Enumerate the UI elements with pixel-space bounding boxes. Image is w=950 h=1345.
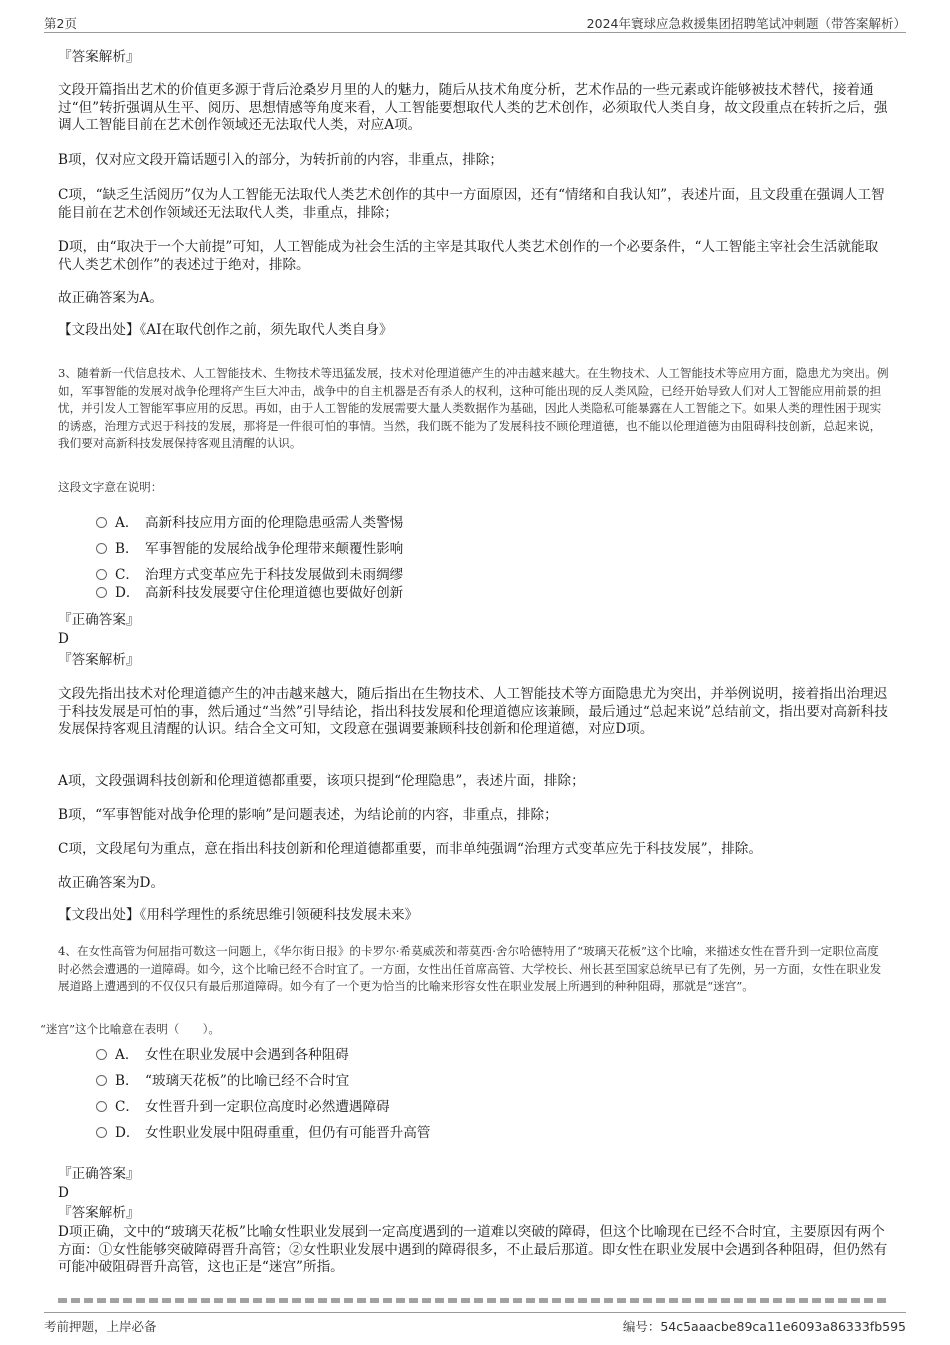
page-header — [44, 12, 906, 33]
q2-analysis-label: 『答案解析』 — [58, 49, 140, 65]
q4-option-a[interactable]: A． 女性在职业发展中会遇到各种阻碍 — [96, 1046, 349, 1064]
q2-option-b-analysis: B项，仅对应文段开篇话题引入的部分，为转折前的内容，非重点，排除； — [58, 152, 503, 168]
q3-option-c[interactable]: C． 治理方式变革应先于科技发展做到未雨绸缪 — [96, 566, 403, 584]
q3-analysis-label: 『答案解析』 — [58, 652, 140, 668]
q2-conclusion: 故正确答案为A。 — [58, 290, 163, 306]
radio-icon[interactable] — [96, 1075, 107, 1086]
q2-option-d-analysis: D项，由“取决于一个大前提”可知，人工智能成为社会生活的主宰是其取代人类艺术创作的一个必要条件，“人工智能主宰社会生活就能取代人类艺术创作”的表述过于绝对，排除。 — [58, 239, 879, 273]
q3-option-b-analysis: B项，“军事智能对战争伦理的影响”是问题表述，为结论前的内容，非重点，排除； — [58, 807, 558, 823]
q3-conclusion: 故正确答案为D。 — [58, 875, 165, 891]
radio-icon[interactable] — [96, 1049, 107, 1060]
q3-option-b[interactable]: B． 军事智能的发展给战争伦理带来颠覆性影响 — [96, 540, 403, 558]
q4-answer: D — [58, 1185, 69, 1201]
q3-stem: 3、随着新一代信息技术、人工智能技术、生物技术等迅猛发展，技术对伦理道德产生的冲击越来越大。在生物技术、人工智能技术等应用方面，隐患尤为突出。例如，军事智能的发展对战争伦理将产生巨大冲击，战争中的自主机器是否有杀人的权利，这种可能出现的反人类风险，已经开始导致人们对人工智能应用前景的担忧，并引发人工智能军事应用的反思。再如，由于人工智能的发展需要大量人类数据作为基础，因此人类隐私可能暴露在人工智能之下。如果人类的理性困于现实的诱惑，治理方式迟于科技的发展，那将是一件很可怕的事情。当然，我们既不能为了发展科技不顾伦理道德，也不能以伦理道德为由阻碍科技创新，总起来说，我们要对高新科技发展保持客观且清醒的认识。 — [58, 366, 889, 450]
q4-analysis-label: 『答案解析』 — [58, 1205, 140, 1221]
footer-slogan: 考前押题，上岸必备 — [44, 1319, 157, 1334]
document-id: 编号：54c5aaacbe89ca11e6093a86333fb595 — [622, 1319, 906, 1334]
radio-icon[interactable] — [96, 517, 107, 528]
radio-icon[interactable] — [96, 543, 107, 554]
q4-option-b[interactable]: B． “玻璃天花板”的比喻已经不合时宜 — [96, 1072, 349, 1090]
q3-question: 这段文字意在说明： — [58, 480, 163, 494]
document-title: 2024年寰球应急救援集团招聘笔试冲刺题（带答案解析） — [586, 16, 906, 31]
q4-answer-label: 『正确答案』 — [58, 1166, 140, 1182]
q3-option-a-analysis: A项，文段强调科技创新和伦理道德都重要，该项只提到“伦理隐患”，表述片面，排除； — [58, 773, 585, 789]
q4-option-d[interactable]: D． 女性职业发展中阻碍重重，但仍有可能晋升高管 — [96, 1124, 430, 1142]
radio-icon[interactable] — [96, 569, 107, 580]
q4-stem: 4、在女性高管为何屈指可数这一问题上，《华尔街日报》的卡罗尔·希莫威茨和蒂莫西·舍尔哈德特用了“玻璃天花板”这个比喻，来描述女性在晋升到一定职位高度时必然会遭遇的一道障碍。如今，这个比喻已经不合时宜了。一方面，女性出任首席高管、大学校长、州长甚至国家总统早已有了先例，另一方面，女性在职业发展道路上遭遇到的不仅仅只有最后那道障碍。如今有了一个更为恰当的比喻来形容女性在职业发展上所遇到的种种阻碍，那就是“迷宫”。 — [58, 944, 882, 993]
q3-answer-label: 『正确答案』 — [58, 612, 140, 628]
q2-analysis-paragraph: 文段开篇指出艺术的价值更多源于背后沧桑岁月里的人的魅力，随后从技术角度分析，艺术作品的一些元素或许能够被技术替代，接着通过“但”转折强调从生平、阅历、思想情感等角度来看，人工智能要想取代人类的艺术创作，必须取代人类自身，故文段重点在转折之后，强调人工智能目前在艺术创作领域还无法取代人类，对应A项。 — [58, 82, 888, 133]
q3-source: 【文段出处】《用科学理性的系统思维引领硬科技发展未来》 — [58, 907, 419, 923]
q3-option-a[interactable]: A． 高新科技应用方面的伦理隐患亟需人类警惕 — [96, 514, 403, 532]
q4-analysis-paragraph: D项正确，文中的“玻璃天花板”比喻女性职业发展到一定高度遇到的一道难以突破的障碍，但这个比喻现在已经不合时宜，主要原因有两个方面：①女性能够突破障碍晋升高管；②女性职业发展中遇到的障碍很多，不止最后那道。即女性在职业发展中会遇到各种阻碍，但仍然有可能冲破阻碍晋升高管，这也正是“迷宫”所指。 — [58, 1224, 888, 1275]
page-number: 第2页 — [44, 16, 77, 31]
q2-option-c-analysis: C项，“缺乏生活阅历”仅为人工智能无法取代人类艺术创作的其中一方面原因，还有“情绪和自我认知”，表述片面，且文段重在强调人工智能目前在艺术创作领域还无法取代人类，非重点，排除； — [58, 187, 885, 221]
q2-source: 【文段出处】《AI在取代创作之前，须先取代人类自身》 — [58, 322, 393, 338]
q3-answer: D — [58, 631, 69, 647]
q3-option-c-analysis: C项，文段尾句为重点，意在指出科技创新和伦理道德都重要，而非单纯强调“治理方式变革应先于科技发展”，排除。 — [58, 841, 762, 857]
q4-question: “迷宫”这个比喻意在表明（ ）。 — [40, 1022, 220, 1036]
page-footer — [44, 1312, 906, 1335]
q4-option-c[interactable]: C． 女性晋升到一定职位高度时必然遭遇障碍 — [96, 1098, 390, 1116]
q3-analysis-paragraph: 文段先指出技术对伦理道德产生的冲击越来越大，随后指出在生物技术、人工智能技术等方面隐患尤为突出，并举例说明，接着指出治理迟于科技发展是可怕的事，然后通过“当然”引导结论，指出科技发展和伦理道德应该兼顾，最后通过“总起来说”总结前文，指出要对高新科技发展保持客观且清醒的认识。结合全文可知，文段意在强调要兼顾科技创新和伦理道德，对应D项。 — [58, 686, 888, 737]
clipped-text-line — [58, 1296, 890, 1305]
radio-icon[interactable] — [96, 587, 107, 598]
radio-icon[interactable] — [96, 1127, 107, 1138]
radio-icon[interactable] — [96, 1101, 107, 1112]
q3-option-d[interactable]: D． 高新科技发展要守住伦理道德也要做好创新 — [96, 584, 403, 602]
